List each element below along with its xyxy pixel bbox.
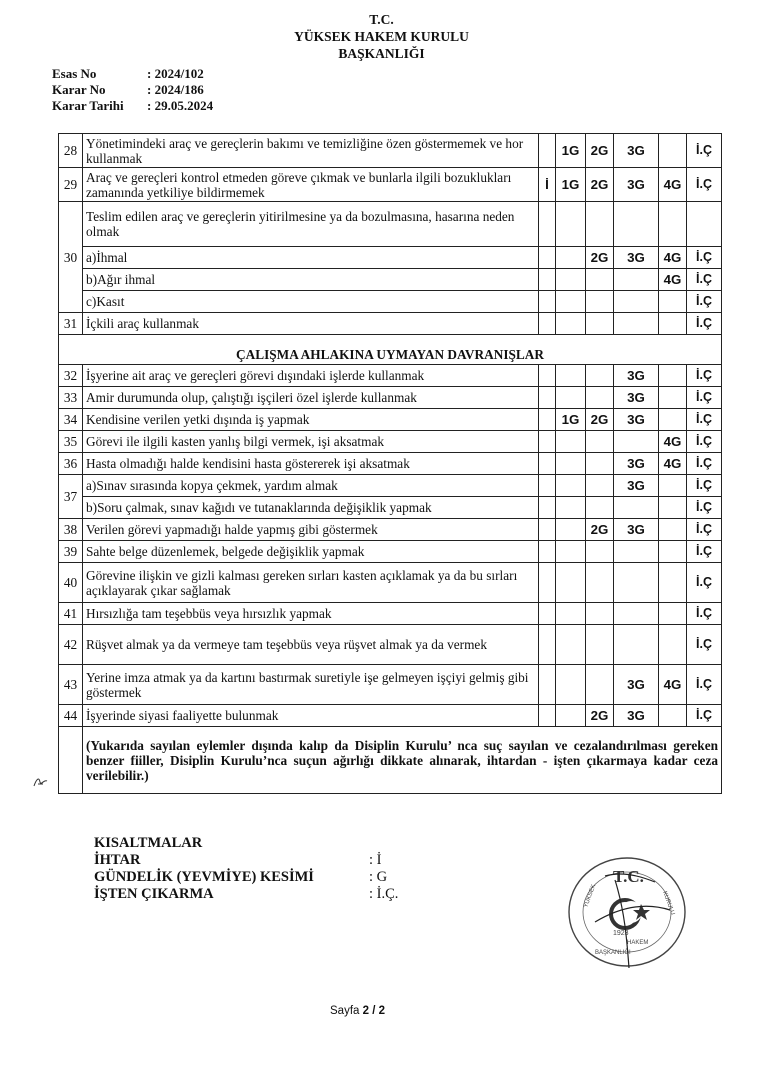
penalty-4g: [659, 365, 687, 387]
penalty-1g: [556, 625, 586, 665]
table-row: [59, 603, 722, 625]
abbreviation-value: : İ.Ç.: [369, 886, 399, 902]
penalty-ihtar: [539, 453, 556, 475]
seal-top-text: T.C.: [613, 867, 644, 886]
row-number: 40: [59, 563, 83, 603]
penalty-ihtar: [539, 134, 556, 168]
penalty-ihtar: [539, 247, 556, 269]
penalty-2g: [586, 431, 614, 453]
row-description: İçkili araç kullanmak: [83, 313, 539, 335]
penalty-ic: İ.Ç: [687, 365, 722, 387]
penalty-3g: [614, 603, 659, 625]
penalty-1g: 1G: [556, 134, 586, 168]
row-description: Rüşvet almak ya da vermeye tam teşebbüs veya rüşvet almak ya da vermek: [83, 625, 539, 665]
abbreviation-value: : İ: [369, 852, 382, 868]
penalty-1g: [556, 519, 586, 541]
meta-label: Esas No: [52, 66, 97, 81]
penalty-ic: İ.Ç: [687, 247, 722, 269]
penalty-1g: [556, 291, 586, 313]
penalty-2g: 2G: [586, 409, 614, 431]
penalty-ic: İ.Ç: [687, 497, 722, 519]
penalty-ihtar: [539, 563, 556, 603]
penalty-ic: İ.Ç: [687, 625, 722, 665]
table-note: (Yukarıda sayılan eylemler dışında kalıp da Disiplin Kurulu’ nca suç sayılan ve cezalandırılması gereken benzer fiiller, Disiplin Kurulu’nca suçun ağırlığı dikkate alınarak, ihtardan - işten çıkarmaya kadar ceza verilebilir.): [83, 727, 722, 794]
penalty-4g: 4G: [659, 247, 687, 269]
penalty-1g: [556, 497, 586, 519]
penalty-2g: [586, 625, 614, 665]
penalty-1g: [556, 705, 586, 727]
row-description: Hırsızlığa tam teşebbüs veya hırsızlık yapmak: [83, 603, 539, 625]
section-heading: ÇALIŞMA AHLAKINA UYMAYAN DAVRANIŞLAR: [59, 335, 722, 365]
table-row: [59, 665, 722, 705]
seal-ring-left: YÜKSEK: [583, 883, 598, 909]
row-description: Verilen görevi yapmadığı halde yapmış gibi göstermek: [83, 519, 539, 541]
penalty-1g: [556, 269, 586, 291]
penalty-3g: [614, 313, 659, 335]
row-number: 42: [59, 625, 83, 665]
penalty-ihtar: [539, 313, 556, 335]
seal-bottom: BAŞKANLIĞI: [595, 950, 631, 956]
abbreviation-label: İHTAR: [94, 852, 141, 868]
meta-esas-no: [52, 66, 204, 82]
official-seal: [565, 852, 690, 970]
row-number: 32: [59, 365, 83, 387]
penalty-4g: [659, 603, 687, 625]
row-description: b)Soru çalmak, sınav kağıdı ve tutanaklarında değişiklik yapmak: [83, 497, 539, 519]
penalty-2g: [586, 497, 614, 519]
row-description: İşyerine ait araç ve gereçleri görevi dışındaki işlerde kullanmak: [83, 365, 539, 387]
penalty-ihtar: [539, 625, 556, 665]
header-tc: T.C.: [369, 12, 394, 27]
row-number: 28: [59, 134, 83, 168]
table-row: [59, 134, 722, 168]
penalty-ihtar: [539, 603, 556, 625]
table-row: [59, 453, 722, 475]
penalty-ic: İ.Ç: [687, 665, 722, 705]
handwritten-mark: [30, 770, 52, 792]
row-number: 31: [59, 313, 83, 335]
penalty-1g: [556, 665, 586, 705]
penalty-4g: [659, 202, 687, 247]
penalty-4g: [659, 409, 687, 431]
row-number: 44: [59, 705, 83, 727]
row-description: a)İhmal: [83, 247, 539, 269]
row-number: 39: [59, 541, 83, 563]
table-row: [59, 497, 722, 519]
table-row: [59, 519, 722, 541]
penalty-ic: İ.Ç: [687, 519, 722, 541]
row-description: Amir durumunda olup, çalıştığı işçileri özel işlerde kullanmak: [83, 387, 539, 409]
meta-label: Karar Tarihi: [52, 98, 124, 113]
penalty-3g: 3G: [614, 705, 659, 727]
penalty-2g: [586, 269, 614, 291]
row-description: Hasta olmadığı halde kendisini hasta göstererek işi aksatmak: [83, 453, 539, 475]
penalty-2g: 2G: [586, 247, 614, 269]
penalty-1g: [556, 247, 586, 269]
row-description: Teslim edilen araç ve gereçlerin yitirilmesine ya da bozulmasına, hasarına neden olmak: [83, 202, 539, 247]
penalty-2g: [586, 453, 614, 475]
meta-karar-tarihi: [52, 98, 213, 114]
row-description: İşyerinde siyasi faaliyette bulunmak: [83, 705, 539, 727]
table-row: [59, 705, 722, 727]
penalty-3g: [614, 563, 659, 603]
penalty-ihtar: [539, 497, 556, 519]
table-row: [59, 168, 722, 202]
penalty-3g: [614, 431, 659, 453]
penalty-2g: 2G: [586, 168, 614, 202]
row-description: Araç ve gereçleri kontrol etmeden göreve çıkmak ve bunlarla ilgili bozuklukları zamanında yetkiliye bildirmemek: [83, 168, 539, 202]
penalty-ic: İ.Ç: [687, 291, 722, 313]
penalty-1g: [556, 202, 586, 247]
table-row: [59, 475, 722, 497]
penalty-1g: [556, 313, 586, 335]
row-description: Görevi ile ilgili kasten yanlış bilgi vermek, işi aksatmak: [83, 431, 539, 453]
row-description: Kendisine verilen yetki dışında iş yapmak: [83, 409, 539, 431]
abbreviation-ihtar: [94, 852, 381, 869]
penalty-3g: 3G: [614, 168, 659, 202]
penalty-4g: [659, 387, 687, 409]
abbreviation-label: İŞTEN ÇIKARMA: [94, 886, 214, 902]
meta-value: : 2024/102: [147, 66, 204, 81]
penalty-ic: İ.Ç: [687, 541, 722, 563]
section-row: [59, 335, 722, 365]
penalty-4g: [659, 705, 687, 727]
table-row: [59, 365, 722, 387]
penalty-table: [58, 133, 722, 794]
penalty-ihtar: [539, 475, 556, 497]
penalty-2g: 2G: [586, 705, 614, 727]
table-row: [59, 541, 722, 563]
penalty-ic: İ.Ç: [687, 563, 722, 603]
penalty-1g: 1G: [556, 168, 586, 202]
penalty-ic: [687, 202, 722, 247]
abbreviation-value: : G: [369, 869, 388, 885]
penalty-ic: İ.Ç: [687, 453, 722, 475]
penalty-1g: [556, 563, 586, 603]
table-row: [59, 269, 722, 291]
penalty-4g: 4G: [659, 431, 687, 453]
penalty-1g: 1G: [556, 409, 586, 431]
note-spacer: [59, 727, 83, 794]
penalty-1g: [556, 603, 586, 625]
seal-ring-right: KURULU: [661, 890, 676, 916]
penalty-ihtar: [539, 519, 556, 541]
penalty-ihtar: [539, 665, 556, 705]
row-description: Sahte belge düzenlemek, belgede değişiklik yapmak: [83, 541, 539, 563]
abbreviation-isten-cikarma: [94, 886, 398, 903]
penalty-ihtar: [539, 705, 556, 727]
row-description: Yönetimindeki araç ve gereçlerin bakımı ve temizliğine özen göstermemek ve hor kullanmak: [83, 134, 539, 168]
table-row: [59, 409, 722, 431]
penalty-2g: [586, 563, 614, 603]
penalty-1g: [556, 365, 586, 387]
penalty-1g: [556, 431, 586, 453]
penalty-3g: 3G: [614, 665, 659, 705]
penalty-4g: 4G: [659, 269, 687, 291]
row-number: 43: [59, 665, 83, 705]
penalty-3g: 3G: [614, 134, 659, 168]
penalty-4g: [659, 134, 687, 168]
penalty-4g: [659, 475, 687, 497]
penalty-4g: 4G: [659, 665, 687, 705]
penalty-2g: [586, 313, 614, 335]
row-number: 34: [59, 409, 83, 431]
penalty-ihtar: [539, 431, 556, 453]
table-row: [59, 291, 722, 313]
row-description: c)Kasıt: [83, 291, 539, 313]
row-description: a)Sınav sırasında kopya çekmek, yardım almak: [83, 475, 539, 497]
penalty-3g: [614, 625, 659, 665]
penalty-4g: [659, 563, 687, 603]
penalty-ic: İ.Ç: [687, 313, 722, 335]
header-institution: YÜKSEK HAKEM KURULU: [294, 29, 469, 44]
penalty-4g: 4G: [659, 168, 687, 202]
penalty-ic: İ.Ç: [687, 475, 722, 497]
penalty-3g: 3G: [614, 519, 659, 541]
row-number: 35: [59, 431, 83, 453]
penalty-ihtar: [539, 202, 556, 247]
penalty-3g: 3G: [614, 365, 659, 387]
penalty-ihtar: İ: [539, 168, 556, 202]
penalty-ic: İ.Ç: [687, 705, 722, 727]
penalty-2g: [586, 603, 614, 625]
penalty-4g: [659, 541, 687, 563]
page-value: 2 / 2: [362, 1005, 385, 1017]
penalty-3g: [614, 269, 659, 291]
seal-mid: HAKEM: [627, 940, 649, 946]
penalty-4g: [659, 519, 687, 541]
penalty-4g: [659, 291, 687, 313]
penalty-1g: [556, 541, 586, 563]
table-row: [59, 387, 722, 409]
penalty-3g: 3G: [614, 453, 659, 475]
penalty-ic: İ.Ç: [687, 387, 722, 409]
page-prefix: Sayfa: [330, 1005, 363, 1017]
penalty-ic: İ.Ç: [687, 134, 722, 168]
penalty-ihtar: [539, 269, 556, 291]
penalty-2g: [586, 387, 614, 409]
penalty-ic: İ.Ç: [687, 431, 722, 453]
row-number: 36: [59, 453, 83, 475]
table-row: [59, 247, 722, 269]
row-number: 30: [59, 202, 83, 313]
row-number: 29: [59, 168, 83, 202]
penalty-1g: [556, 453, 586, 475]
header-presidency: BAŞKANLIĞI: [338, 46, 425, 61]
penalty-ic: İ.Ç: [687, 603, 722, 625]
row-description: Yerine imza atmak ya da kartını bastırmak suretiyle işe gelmeyen işçiyi gelmiş gibi göstermek: [83, 665, 539, 705]
penalty-ihtar: [539, 409, 556, 431]
penalty-2g: [586, 475, 614, 497]
row-number: 38: [59, 519, 83, 541]
penalty-3g: 3G: [614, 409, 659, 431]
penalty-ic: İ.Ç: [687, 269, 722, 291]
penalty-4g: [659, 313, 687, 335]
penalty-ic: İ.Ç: [687, 168, 722, 202]
penalty-2g: [586, 365, 614, 387]
abbreviation-gundelik: [94, 869, 387, 886]
table-row: [59, 563, 722, 603]
table-row: [59, 625, 722, 665]
penalty-3g: 3G: [614, 247, 659, 269]
meta-karar-no: [52, 82, 204, 98]
penalty-3g: [614, 291, 659, 313]
abbreviations-title: KISALTMALAR: [94, 835, 203, 851]
page-number: [330, 1005, 385, 1017]
penalty-3g: [614, 541, 659, 563]
penalty-1g: [556, 475, 586, 497]
table-row: [59, 313, 722, 335]
penalty-ihtar: [539, 291, 556, 313]
penalty-ic: İ.Ç: [687, 409, 722, 431]
table-row: [59, 202, 722, 247]
penalty-4g: 4G: [659, 453, 687, 475]
table-row: [59, 431, 722, 453]
row-number: 41: [59, 603, 83, 625]
penalty-2g: 2G: [586, 134, 614, 168]
penalty-2g: [586, 665, 614, 705]
penalty-4g: [659, 497, 687, 519]
meta-value: : 2024/186: [147, 82, 204, 97]
penalty-4g: [659, 625, 687, 665]
penalty-ihtar: [539, 365, 556, 387]
penalty-2g: [586, 202, 614, 247]
row-description: b)Ağır ihmal: [83, 269, 539, 291]
row-number: 37: [59, 475, 83, 519]
row-description: Görevine ilişkin ve gizli kalması gereken sırları kasten açıklamak ya da bu sırları açıklayarak çıkar sağlamak: [83, 563, 539, 603]
meta-label: Karar No: [52, 82, 106, 97]
penalty-3g: [614, 497, 659, 519]
seal-year: 1923: [613, 930, 629, 937]
penalty-2g: [586, 541, 614, 563]
penalty-2g: 2G: [586, 519, 614, 541]
penalty-3g: [614, 202, 659, 247]
meta-value: : 29.05.2024: [147, 98, 214, 113]
penalty-ihtar: [539, 387, 556, 409]
penalty-1g: [556, 387, 586, 409]
penalty-3g: 3G: [614, 475, 659, 497]
abbreviation-label: GÜNDELİK (YEVMİYE) KESİMİ: [94, 869, 314, 885]
penalty-2g: [586, 291, 614, 313]
penalty-ihtar: [539, 541, 556, 563]
note-row: [59, 727, 722, 794]
row-number: 33: [59, 387, 83, 409]
penalty-3g: 3G: [614, 387, 659, 409]
